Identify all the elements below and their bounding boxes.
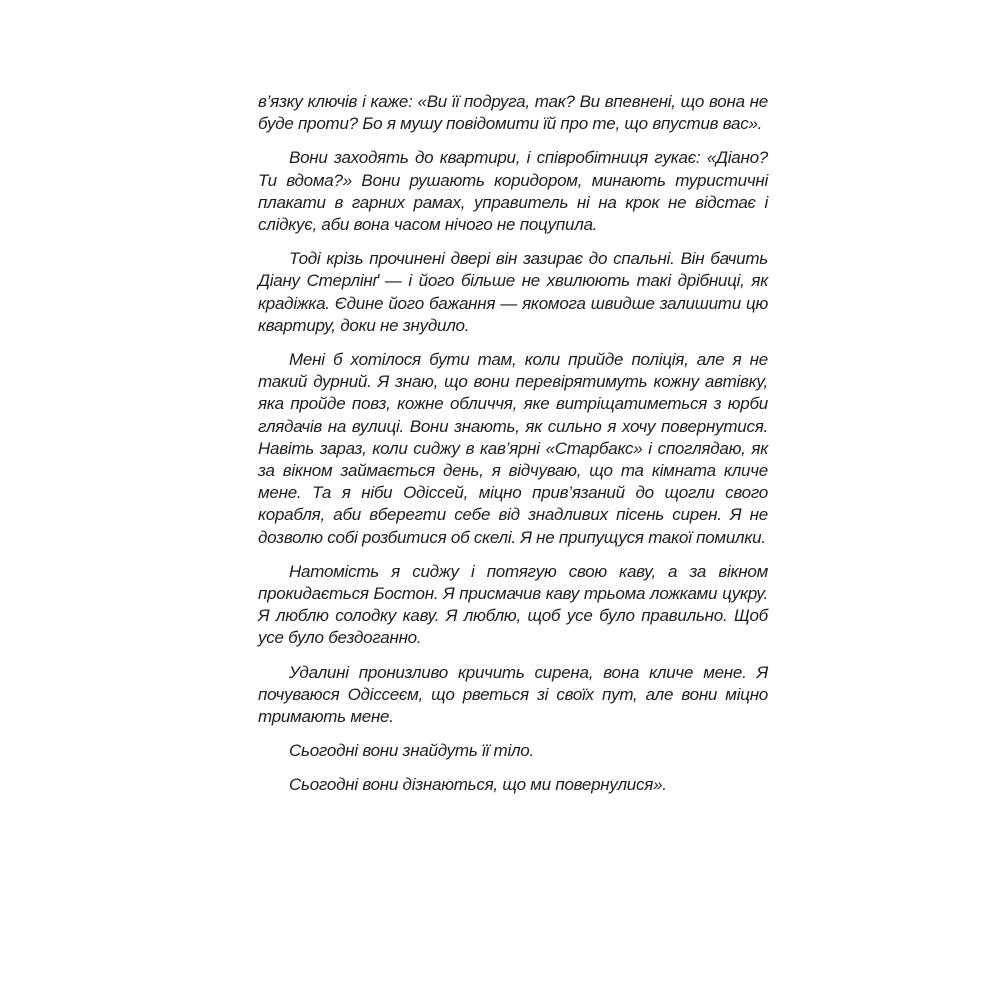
paragraph-6: Удалині пронизливо кричить сирена, вона кличе мене. Я почуваюся Одіссеєм, що рветься зі своїх пут, але вони міцно тримають мене. (258, 662, 768, 727)
paragraph-2: Вони заходять до квартири, і співробітниця гукає: «Діано? Ти вдома?» Вони рушають коридором, минають туристичні плакати в гарних рамах, управитель ні на крок не відстає і слідкує, аби вона часом нічого не поцупила. (258, 148, 768, 235)
paragraph-1: в’язку ключів і каже: «Ви її подруга, так? Ви впевнені, що вона не буде проти? Бо я мушу повідомити їй про те, що впустив вас». (258, 92, 768, 134)
paragraph-3: Тоді крізь прочинені двері він зазирає до спальні. Він бачить Діану Стерлінґ — і його більше не хвилюють такі дрібниці, як крадіжка. Єдине його бажання — якомога швидше залишити цю квартиру, доки не знудило. (258, 249, 768, 335)
paragraph-4: Мені б хотілося бути там, коли прийде поліція, але я не такий дурний. Я знаю, що вони перевірятимуть кожну автівку, яка пройде повз, кожне обличчя, яке витріщатиметься з юрби глядачів на вулиці. Вони знають, як сильно я хочу повернутися. Навіть зараз, коли сиджу в кав’ярні «Старбакс» і споглядаю, як за вікном займається день, я відчуваю, що та кімната кличе мене. Та я ніби Одіссей, міцно прив’язаний до щогли свого корабля, аби вберегти себе від знадливих пісень сирен. Я не дозволю собі розбитися об скелі. Я не припущуся такої помилки. (258, 350, 768, 547)
paragraph-5: Натомість я сиджу і потягую свою каву, а за вікном прокидається Бостон. Я присмачив каву трьома ложками цукру. Я люблю солодку каву. Я люблю, щоб усе було правильно. Щоб усе було бездоганно. (258, 561, 768, 648)
page-text-block (258, 91, 768, 797)
paragraph-7: Сьогодні вони знайдуть її тіло. (289, 741, 534, 761)
paragraph-8: Сьогодні вони дізнаються, що ми повернулися». (289, 775, 667, 795)
